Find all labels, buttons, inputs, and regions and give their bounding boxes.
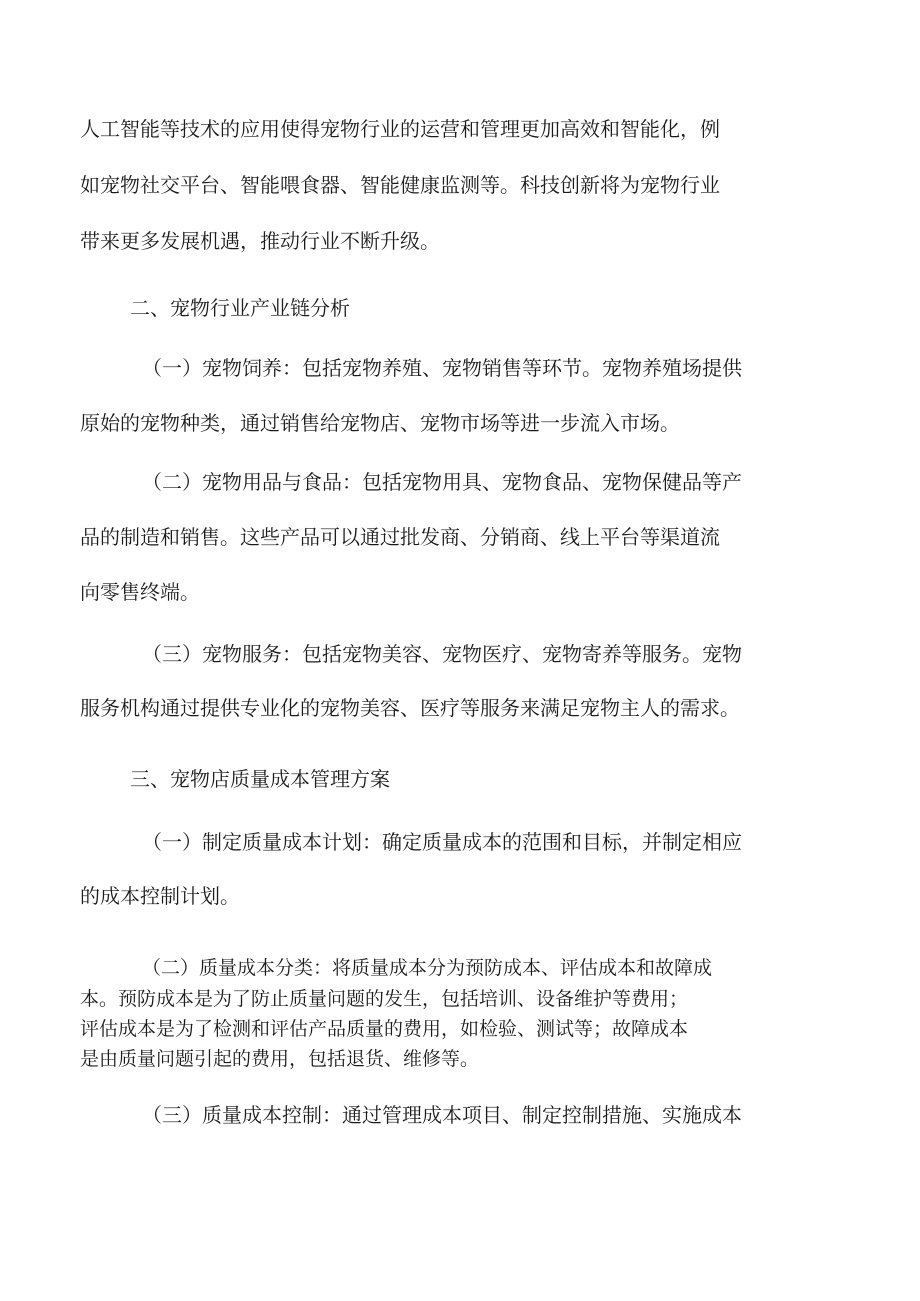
- paragraph-line: （一）宠物饲养：包括宠物养殖、宠物销售等环节。宠物养殖场提供: [142, 356, 742, 380]
- paragraph-line: 品的制造和销售。这些产品可以通过批发商、分销商、线上平台等渠道流: [80, 525, 720, 549]
- section-heading-industry-chain: 二、宠物行业产业链分析: [130, 296, 350, 320]
- paragraph-line: 服务机构通过提供专业化的宠物美容、医疗等服务来满足宠物主人的需求。: [80, 696, 740, 720]
- paragraph-line: 是由质量问题引起的费用，包括退货、维修等。: [80, 1048, 480, 1070]
- paragraph-line: 带来更多发展机遇，推动行业不断升级。: [80, 229, 440, 253]
- paragraph-line: 如宠物社交平台、智能喂食器、智能健康监测等。科技创新将为宠物行业: [80, 173, 720, 197]
- paragraph-line: 本。预防成本是为了防止质量问题的发生，包括培训、设备维护等费用；: [80, 988, 689, 1010]
- paragraph-line: （二）宠物用品与食品：包括宠物用具、宠物食品、宠物保健品等产: [142, 470, 742, 494]
- paragraph-line: （二）质量成本分类：将质量成本分为预防成本、评估成本和故障成: [142, 957, 713, 979]
- paragraph-line: （三）宠物服务：包括宠物美容、宠物医疗、宠物寄养等服务。宠物: [142, 642, 742, 666]
- paragraph-line: 人工智能等技术的应用使得宠物行业的运营和管理更加高效和智能化，例: [80, 117, 720, 141]
- paragraph-line: 原始的宠物种类，通过销售给宠物店、宠物市场等进一步流入市场。: [80, 411, 680, 435]
- paragraph-line: （三）质量成本控制：通过管理成本项目、制定控制措施、实施成本: [142, 1103, 742, 1127]
- paragraph-line: 的成本控制计划。: [80, 884, 240, 908]
- section-heading-quality-cost: 三、宠物店质量成本管理方案: [130, 767, 390, 791]
- paragraph-line: 向零售终端。: [80, 580, 200, 604]
- paragraph-line: 评估成本是为了检测和评估产品质量的费用，如检验、测试等；故障成本: [80, 1018, 689, 1040]
- paragraph-line: （一）制定质量成本计划：确定质量成本的范围和目标，并制定相应: [142, 830, 742, 854]
